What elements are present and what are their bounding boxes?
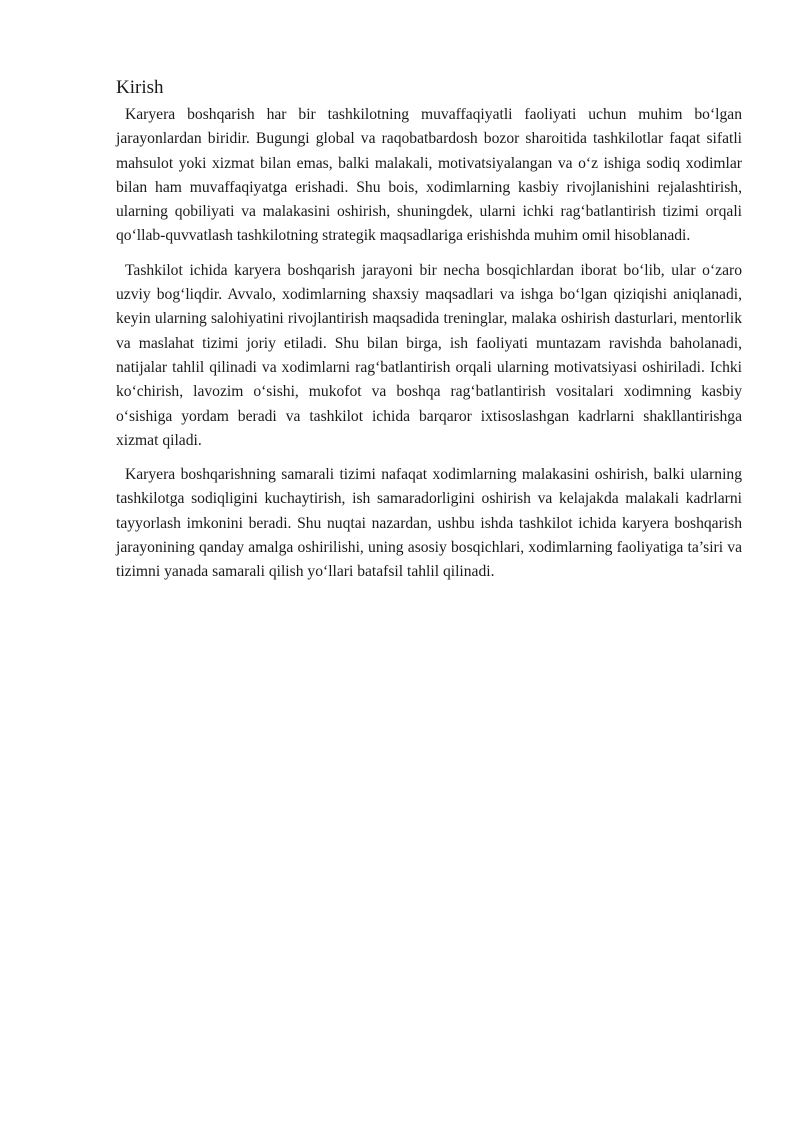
paragraph-1: Karyera boshqarish har bir tashkilotning muvaffaqiyatli faoliyati uchun muhim bo‘lgan jarayonlardan biridir. Bugungi global va raqobatbardosh bozor sharoitida tashkilotlar faqat sifatli mahsulot yoki xizmat bilan emas, balki malakali, motivatsiyalangan va o‘z ishiga sodiq xodimlar bilan ham muvaffaqiyatga erishadi. Shu bois, xodimlarning kasbiy rivojlanishini rejalashtirish, ularning qobiliyati va malakasini oshirish, shuningdek, ularni ichki rag‘batlantirish tizimi orqali qo‘llab-quvvatlash tashkilotning strategik maqsadlariga erishishda muhim omil hisoblanadi. xyxy=(116,106,742,245)
document-page xyxy=(116,76,742,595)
paragraph-2: Tashkilot ichida karyera boshqarish jarayoni bir necha bosqichlardan iborat bo‘lib, ular o‘zaro uzviy bog‘liqdir. Avvalo, xodimlarning shaxsiy maqsadlari va ishga bo‘lgan qiziqishi aniqlanadi, keyin ularning salohiyatini rivojlantirish maqsadida treninglar, malaka oshirish dasturlari, mentorlik va maslahat tizimi joriy etiladi. Shu bilan birga, ish faoliyati muntazam ravishda baholanadi, natijalar tahlil qilinadi va xodimlarni rag‘batlantirish orqali ularning motivatsiyasi oshiriladi. Ichki ko‘chirish, lavozim o‘sishi, mukofot va boshqa rag‘batlantirish vositalari xodimning kasbiy o‘sishiga yordam beradi va tashkilot ichida barqaror ixtisoslashgan kadrlarni shakllantirishga xizmat qiladi. xyxy=(116,261,742,449)
paragraph-3: Karyera boshqarishning samarali tizimi nafaqat xodimlarning malakasini oshirish, balki ularning tashkilotga sodiqligini kuchaytirish, ish samaradorligini oshirish va kelajakda malakali kadrlarni tayyorlash imkonini beradi. Shu nuqtai nazardan, ushbu ishda tashkilot ichida karyera boshqarish jarayonining qanday amalga oshirilishi, uning asosiy bosqichlari, xodimlarning faoliyatiga ta’siri va tizimni yanada samarali qilish yo‘llari batafsil tahlil qilinadi. xyxy=(116,466,742,581)
section-title: Kirish xyxy=(116,77,164,98)
